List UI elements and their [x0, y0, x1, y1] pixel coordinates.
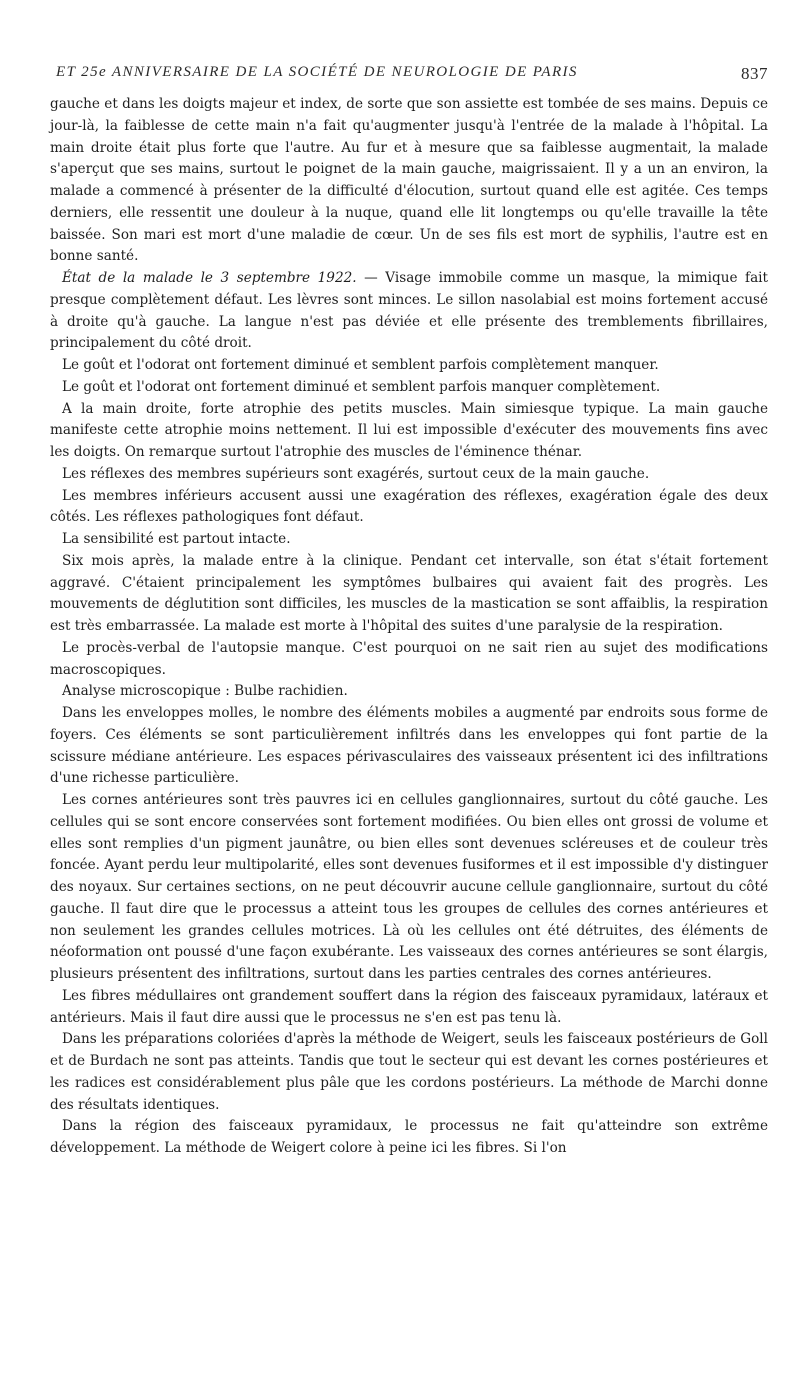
article-body — [50, 94, 768, 1160]
paragraph-envelopes: Dans les enveloppes molles, le nombre des éléments mobiles a augmenté par endroits sous forme de foyers. Ces éléments se sont particulièrement infiltrés dans les enveloppes qui font partie de la scissure médiane antérieure. Les espaces périvasculaires des vaisseaux présentent ici des infiltrations d'une richesse particulière. — [50, 705, 768, 787]
paragraph-weigert: Dans les préparations coloriées d'après la méthode de Weigert, seuls les faisceaux postérieurs de Goll et de Burdach ne sont pas atteints. Tandis que tout le secteur qui est devant les cornes postérieures et les radices est considérablement plus pâle que les cordons postérieurs. La méthode de Marchi donne des résultats identiques. — [50, 1031, 768, 1113]
paragraph-taste-1: Le goût et l'odorat ont fortement diminué et semblent parfois complètement manquer. — [62, 357, 659, 373]
state-text: — Visage immobile comme un masque, la mimique fait presque complètement défaut. Les lèvres sont minces. Le sillon nasolabial est moins fortement accusé à droite qu'à gauche. La langue n'est pas déviée et elle présente des tremblements fibrillaires, principalement du côté droit. — [50, 270, 768, 352]
paragraph-six-months: Six mois après, la malade entre à la clinique. Pendant cet intervalle, son état s'était fortement aggravé. C'étaient principalement les symptômes bulbaires qui avaient fait des progrès. Les mouvements de déglutition sont difficiles, les muscles de la mastication se sont affaiblis, la respiration est très embarrassée. La malade est morte à l'hôpital des suites d'une paralysie de la respiration. — [50, 552, 768, 634]
paragraph-medullary-fibers: Les fibres médullaires ont grandement souffert dans la région des faisceaux pyramidaux, latéraux et antérieurs. Mais il faut dire aussi que le processus ne s'en est pas tenu là. — [50, 987, 768, 1026]
paragraph-anterior-horns: Les cornes antérieures sont très pauvres ici en cellules ganglionnaires, surtout du côté gauche. Les cellules qui se sont encore conservées sont fortement modifiées. Ou bien elles ont grossi de volume et elles sont remplies d'un pigment jaunâtre, ou bien elles sont devenues scléreuses et de couleur très foncée. Ayant perdu leur multipolarité, elles sont devenues fusiformes et il est impossible d'y distinguer des noyaux. Sur certaines sections, on ne peut découvrir aucune cellule ganglionnaire, surtout du côté gauche. Il faut dire que le processus a atteint tous les groupes de cellules des cornes antérieures et non seulement les grandes cellules motrices. Là où les cellules ont été détruites, des éléments de néoformation ont poussé d'une façon exubérante. Les vaisseaux des cornes antérieures se sont élargis, plusieurs présentent des infiltrations, surtout dans les parties centrales des cornes antérieures. — [50, 792, 768, 982]
paragraph-upper-reflexes: Les réflexes des membres supérieurs sont exagérés, surtout ceux de la main gauche. — [62, 465, 650, 482]
page-number: 837 — [741, 64, 768, 83]
paragraph-taste-2: Le goût et l'odorat ont fortement diminué et semblent parfois manquer complètement. — [62, 378, 661, 395]
running-header — [56, 64, 768, 88]
running-title: ET 25e ANNIVERSAIRE DE LA SOCIÉTÉ DE NEUROLOGIE DE PARIS — [56, 64, 578, 80]
paragraph-autopsy: Le procès-verbal de l'autopsie manque. C'est pourquoi on ne sait rien au sujet des modifications macroscopiques. — [50, 639, 768, 678]
paragraph-pyramidal: Dans la région des faisceaux pyramidaux, le processus ne fait qu'atteindre son extrême développement. La méthode de Weigert colore à peine ici les fibres. Si l'on — [50, 1118, 768, 1156]
paragraph-lower-reflexes: Les membres inférieurs accusent aussi une exagération des réflexes, exagération égale des deux côtés. Les réflexes pathologiques font défaut. — [50, 487, 768, 526]
state-heading: État de la malade le 3 septembre 1922. — [62, 270, 357, 286]
paragraph-history: gauche et dans les doigts majeur et index, de sorte que son assiette est tombée de ses mains. Depuis ce jour-là, la faiblesse de cette main n'a fait qu'augmenter jusqu'à l'entrée de la malade à l'hôpital. La main droite était plus forte que l'autre. Au fur et à mesure que sa faiblesse augmentait, la malade s'aperçut que ses mains, surtout le poignet de la main gauche, maigrissaient. Il y a un an environ, la malade a commencé à présenter de la difficulté d'élocution, surtout quand elle est agitée. Ces temps derniers, elle ressentit une douleur à la nuque, quand elle lit longtemps ou qu'elle travaille la tête baissée. Son mari est mort d'une maladie de cœur. Un de ses fils est mort de syphilis, l'autre est en bonne santé. — [50, 96, 768, 265]
paragraph-state — [50, 268, 768, 355]
paragraph-right-hand: A la main droite, forte atrophie des petits muscles. Main simiesque typique. La main gauche manifeste cette atrophie moins nettement. Il lui est impossible d'exécuter des mouvements fins avec les doigts. On remarque surtout l'atrophie des muscles de l'éminence thénar. — [50, 400, 768, 460]
paragraph-sensibility: La sensibilité est partout intacte. — [62, 531, 291, 547]
paragraph-analysis-title: Analyse microscopique : Bulbe rachidien. — [62, 683, 348, 700]
